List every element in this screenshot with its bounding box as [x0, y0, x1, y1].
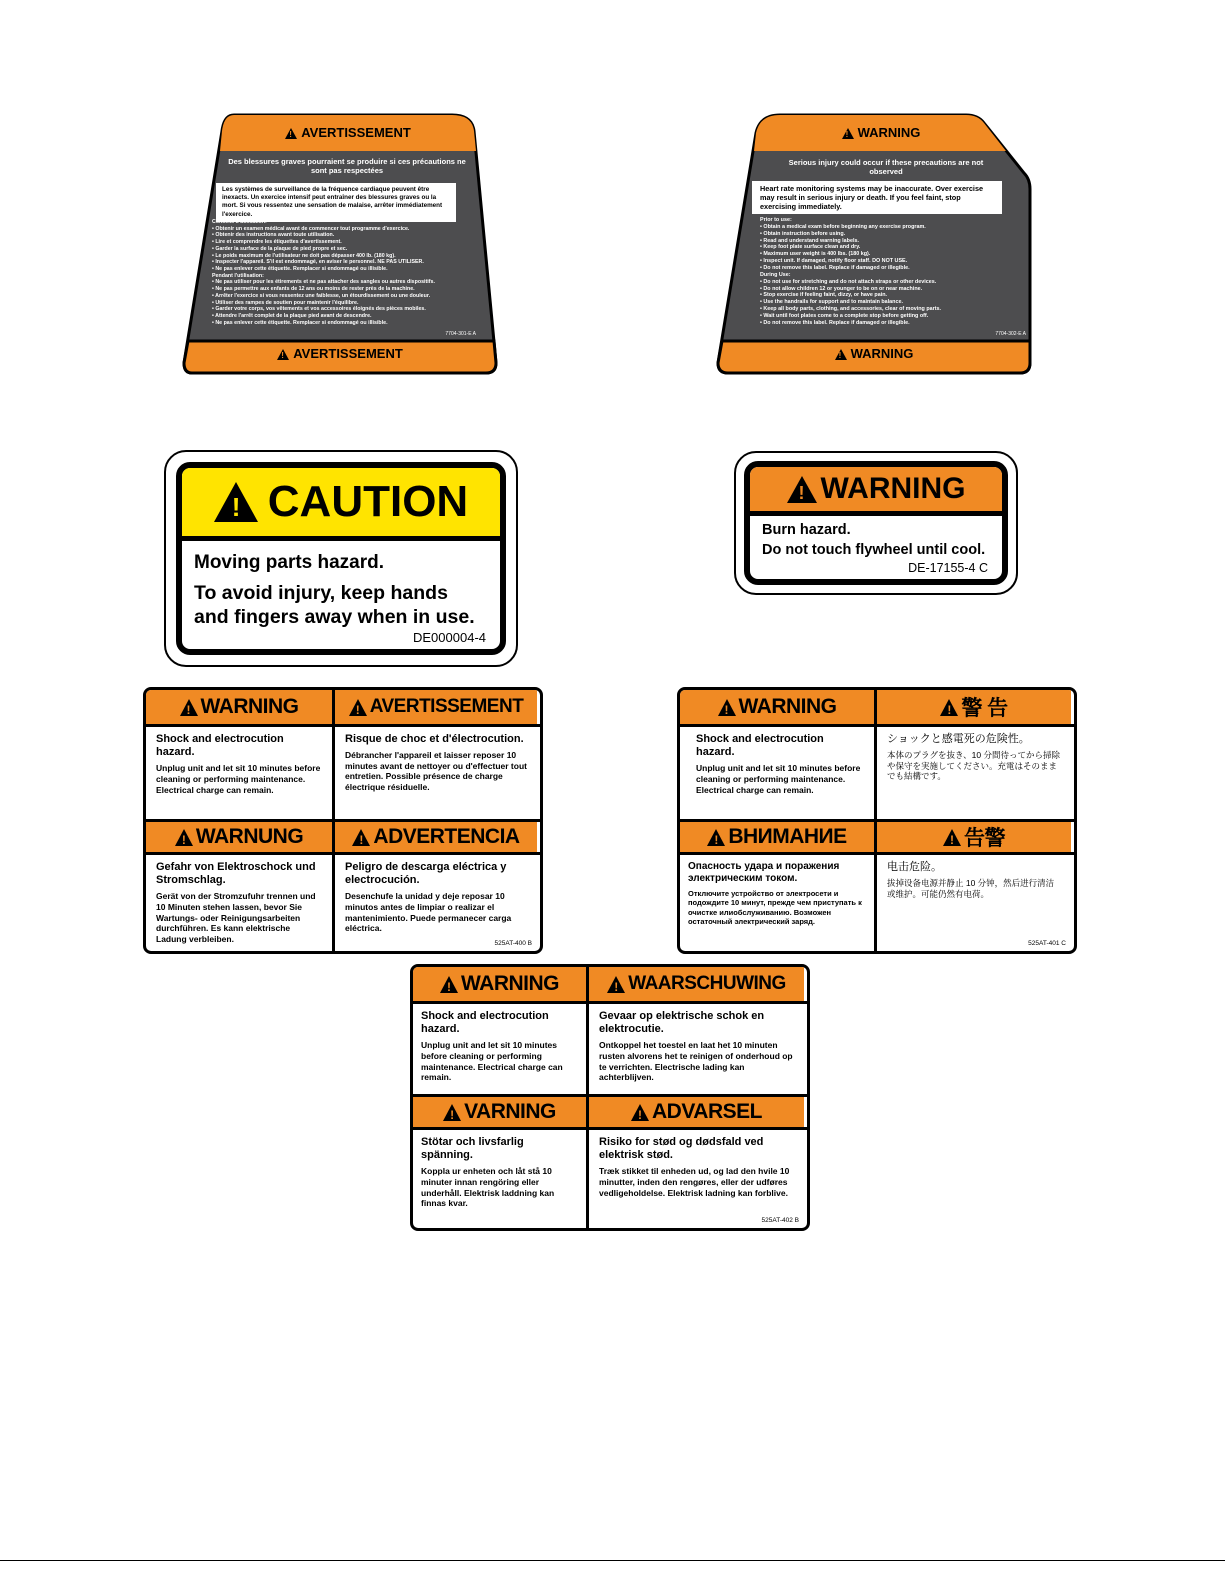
- shock3-divider-v: [586, 967, 589, 1228]
- shock2-text-ru: Отключите устройство от электросети и подождите 10 минут, прежде чем приступать к очистке илиобслуживанию. Возможен остаточный электрический заряд.: [688, 889, 862, 927]
- shock3-title-sv: Stötar och livsfarlig spänning.: [421, 1136, 524, 1162]
- caution-line-1: Moving parts hazard.: [194, 552, 385, 573]
- shock2-text-ja: 本体のプラグを抜き、10 分間待ってから掃除や保守を実施してください。充電はそのままでも結構です。: [887, 750, 1060, 782]
- caution-header: ! CAUTION: [182, 468, 500, 541]
- shock3-divider-h1: [413, 1001, 807, 1004]
- shock1-cell-es: [335, 855, 537, 945]
- french-header: !AVERTISSEMENT: [220, 125, 476, 140]
- shock2-cell-zh: [877, 855, 1071, 945]
- shock3-divider-h3: [413, 1127, 807, 1130]
- shock1-header-es: ! ADVERTENCIA: [335, 822, 537, 852]
- shock2-divider-h3: [680, 852, 1074, 855]
- warning-triangle-icon: [835, 349, 847, 360]
- shock3-cell-en: [413, 1004, 586, 1094]
- english-warning-label: [716, 113, 1032, 375]
- shock3-header-sv: ! VARNING: [413, 1097, 586, 1127]
- shock1-cell-de: [146, 855, 332, 945]
- caution-line-2: To avoid injury, keep hands: [194, 582, 448, 604]
- shock2-header-en: ! WARNING: [680, 690, 874, 724]
- shock1-title-de: Gefahr von Elektroschock und Stromschlag.: [156, 861, 316, 887]
- warning-triangle-icon: [440, 976, 458, 993]
- shock3-code: 525AT-402 B: [761, 1217, 799, 1224]
- shock1-title-en: Shock and electrocution hazard.: [156, 733, 284, 759]
- caution-label: [164, 450, 518, 667]
- shock1-text-de: Gerät von der Stromzufuhr trennen und 10 Minuten stehen lassen, bevor Sie Wartungs- oder Reinigungsarbeiten durchführen. Es kann elektrische Ladung verbleiben.: [156, 891, 316, 944]
- shock2-divider-h2: [680, 819, 1074, 822]
- french-subheader: Des blessures graves pourraient se produire si ces précautions ne sont pas respectées: [228, 157, 466, 176]
- shock1-divider-h2: [146, 819, 540, 822]
- shock3-cell-da: [589, 1130, 804, 1222]
- shock3-title-nl: Gevaar op elektrische schok en elektrocutie.: [599, 1010, 765, 1036]
- warning-triangle-icon: [349, 699, 367, 716]
- shock2-header-ru: ! ВНИМАНИЕ: [680, 822, 874, 852]
- shock3-title-da: Risiko for stød og dødsfald ved elektrisk stød.: [599, 1136, 764, 1162]
- shock2-cell-ru: [680, 855, 874, 945]
- shock-label-en-ja-ru-zh: [677, 687, 1077, 954]
- french-instructions: Conseils d'utilisation: • Obtenir un examen médical avant de commencer tout programme d'exercice. • Obtenir des instructions avant toute utilisation. • Lire et comprendre les étiquettes d'avertissement. • Garder la surface de la plaque de pied propre et sec. • Le poids maximum de l'utilisateur ne doit pas dépasser 400 lb. (180 kg). • Inspecter l'appareil. S'il est endommagé, en aviser le personnel. NE PAS UTILISER. • Ne pas enlever cette étiquette. Remplacer si endommagé ou illisible. Pendant l'utilisation: • Ne pas utiliser pour les étirements et ne pas attacher des sangles ou autres dispositifs. • Ne pas permettre aux enfants de 12 ans ou moins de rester près de la machine. • Arrêter l'exercice si vous ressentez une faiblesse, un étourdissement ou une douleur. • Utiliser des rampes de soutien pour maintenir l'équilibre. • Garder votre corps, vos vêtements et vos accessoires éloignés des pièces mobiles. • Attendre l'arrêt complet de la plaque pied avant de descendre. • Ne pas enlever cette étiquette. Remplacer si endommagé ou illisible.: [212, 219, 435, 326]
- shock3-header-nl: ! WAARSCHUWING: [589, 967, 804, 1001]
- burn-warning-label: [734, 451, 1018, 595]
- shock3-text-en: Unplug unit and let sit 10 minutes before cleaning or performing maintenance. Electrical charge can remain.: [421, 1040, 563, 1083]
- english-code: 7704-302-E A: [995, 331, 1026, 337]
- french-notice: Les systèmes de surveillance de la fréquence cardiaque peuvent être inexacts. Un exercice intensif peut entraîner des blessures graves ou la mort. Si vous ressentez une sensation de malaise, arrêter immédiatement l'exercice.: [216, 183, 456, 222]
- shock3-header-da: ! ADVARSEL: [589, 1097, 804, 1127]
- shock1-header-fr: ! AVERTISSEMENT: [335, 690, 537, 724]
- shock2-divider-h1: [680, 724, 1074, 727]
- warning-triangle-icon: [607, 976, 625, 993]
- english-header: !WARNING: [756, 125, 1006, 140]
- burn-line-1: Burn hazard.: [762, 522, 851, 538]
- burn-code: DE-17155-4 C: [908, 561, 988, 575]
- burn-line-2: Do not touch flywheel until cool.: [762, 542, 986, 558]
- caution-triangle-icon: [214, 482, 258, 522]
- french-warning-label: [182, 113, 498, 375]
- warning-triangle-icon: [707, 829, 725, 846]
- shock1-cell-en: [146, 727, 332, 819]
- shock1-text-es: Desenchufe la unidad y deje reposar 10 minutos antes de limpiar o realizar el mantenimiento. Puede permanecer carga eléctrica.: [345, 891, 512, 934]
- shock-label-en-fr-de-es: [143, 687, 543, 954]
- warning-triangle-icon: [443, 1104, 461, 1121]
- shock2-cell-en: [680, 727, 874, 819]
- shock1-title-es: Peligro de descarga eléctrica y electrocución.: [345, 861, 507, 887]
- warning-triangle-icon: [943, 829, 961, 846]
- shock2-header-zh: ! 告警: [877, 822, 1071, 852]
- shock1-divider-h1: [146, 724, 540, 727]
- shock3-text-nl: Ontkoppel het toestel en laat het 10 minuten rusten alvorens het te reinigen of onderhoud op te verrichten. Electrische lading kan achterblijven.: [599, 1040, 793, 1083]
- page-bottom-rule: [0, 1560, 1225, 1561]
- warning-triangle-icon: [352, 829, 370, 846]
- warning-triangle-icon: [631, 1104, 649, 1121]
- warning-triangle-icon: [277, 349, 289, 360]
- shock2-title-en: Shock and electrocution hazard.: [696, 733, 824, 759]
- shock3-text-sv: Koppla ur enheten och låt stå 10 minuter innan rengöring eller underhåll. Elektrisk laddning kan finnas kvar.: [421, 1166, 555, 1209]
- shock2-text-zh: 拔掉设备电源并静止 10 分钟，然后进行清洁或维护。可能仍然有电荷。: [887, 878, 1055, 899]
- shock1-text-en: Unplug unit and let sit 10 minutes before cleaning or performing maintenance. Electrical charge can remain.: [156, 763, 321, 795]
- shock2-code: 525AT-401 C: [1028, 940, 1066, 947]
- warning-triangle-icon: [842, 128, 854, 139]
- shock3-divider-h2: [413, 1094, 807, 1097]
- warning-triangle-icon: [285, 128, 297, 139]
- warning-triangle-icon: [940, 699, 958, 716]
- shock1-header-de: ! WARNUNG: [146, 822, 332, 852]
- french-footer: !AVERTISSEMENT: [182, 346, 498, 361]
- warning-triangle-icon: [787, 476, 817, 503]
- shock2-title-ru: Опасность удара и поражения электрическим током.: [688, 861, 840, 884]
- english-notice: Heart rate monitoring systems may be inaccurate. Over exercise may result in serious injury or death. If you feel faint, stop exercising immediately.: [752, 181, 1002, 214]
- english-footer: !WARNING: [716, 346, 1032, 361]
- shock1-divider-h3: [146, 852, 540, 855]
- shock1-cell-fr: [335, 727, 537, 819]
- shock3-title-en: Shock and electrocution hazard.: [421, 1010, 549, 1036]
- shock2-text-en: Unplug unit and let sit 10 minutes before cleaning or performing maintenance. Electrical charge can remain.: [696, 763, 861, 795]
- french-code: 7704-301-E A: [445, 331, 476, 337]
- shock1-title-fr: Risque de choc et d'électrocution.: [345, 733, 524, 745]
- shock3-cell-sv: [413, 1130, 586, 1222]
- english-instructions: Prior to use: • Obtain a medical exam before beginning any exercise program. • Obtain instruction before using. • Read and understand warning labels. • Keep foot plate surface clean and dry. • Maximum user weight is 400 lbs. (180 kg). • Inspect unit. If damaged, notify floor staff. DO NOT USE. • Do not remove this label. Replace if damaged or illegible. During Use: • Do not use for stretching and do not attach straps or other devices. • Do not allow children 12 or younger to be on or near machine. • Stop exercise if feeling faint, dizzy, or have pain. • Use the handrails for support and to maintain balance. • Keep all body parts, clothing, and accessories, clear of moving parts. • Wait until foot plates come to a complete stop before getting off. • Do not remove this label. Replace if damaged or illegible.: [760, 217, 942, 326]
- shock1-code: 525AT-400 B: [494, 940, 532, 947]
- shock2-header-ja: ! 警 告: [877, 690, 1071, 724]
- shock3-header-en: ! WARNING: [413, 967, 586, 1001]
- warning-triangle-icon: [718, 699, 736, 716]
- warning-triangle-icon: [180, 699, 198, 716]
- burn-header: ! WARNING: [750, 467, 1002, 516]
- shock1-text-fr: Débrancher l'appareil et laisser reposer 10 minutes avant de nettoyer ou d'effectuer tout entretien. Possible présence de charge électrique résiduelle.: [345, 750, 527, 793]
- shock3-text-da: Træk stikket til enheden ud, og lad den hvile 10 minutter, inden den rengøres, eller der udføres vedligeholdelse. Elektrisk ladning kan forblive.: [599, 1166, 790, 1198]
- shock-label-en-nl-sv-da: [410, 964, 810, 1231]
- warning-triangle-icon: [175, 829, 193, 846]
- shock3-cell-nl: [589, 1004, 804, 1094]
- shock2-cell-ja: [877, 727, 1071, 819]
- caution-line-3: and fingers away when in use.: [194, 606, 475, 628]
- shock1-header-en: ! WARNING: [146, 690, 332, 724]
- shock2-title-zh: 电击危险。: [887, 861, 942, 873]
- caution-code: DE000004-4: [413, 630, 486, 645]
- english-subheader: Serious injury could occur if these precautions are not observed: [788, 158, 984, 177]
- shock2-title-ja: ショックと感電死の危険性。: [887, 733, 1030, 745]
